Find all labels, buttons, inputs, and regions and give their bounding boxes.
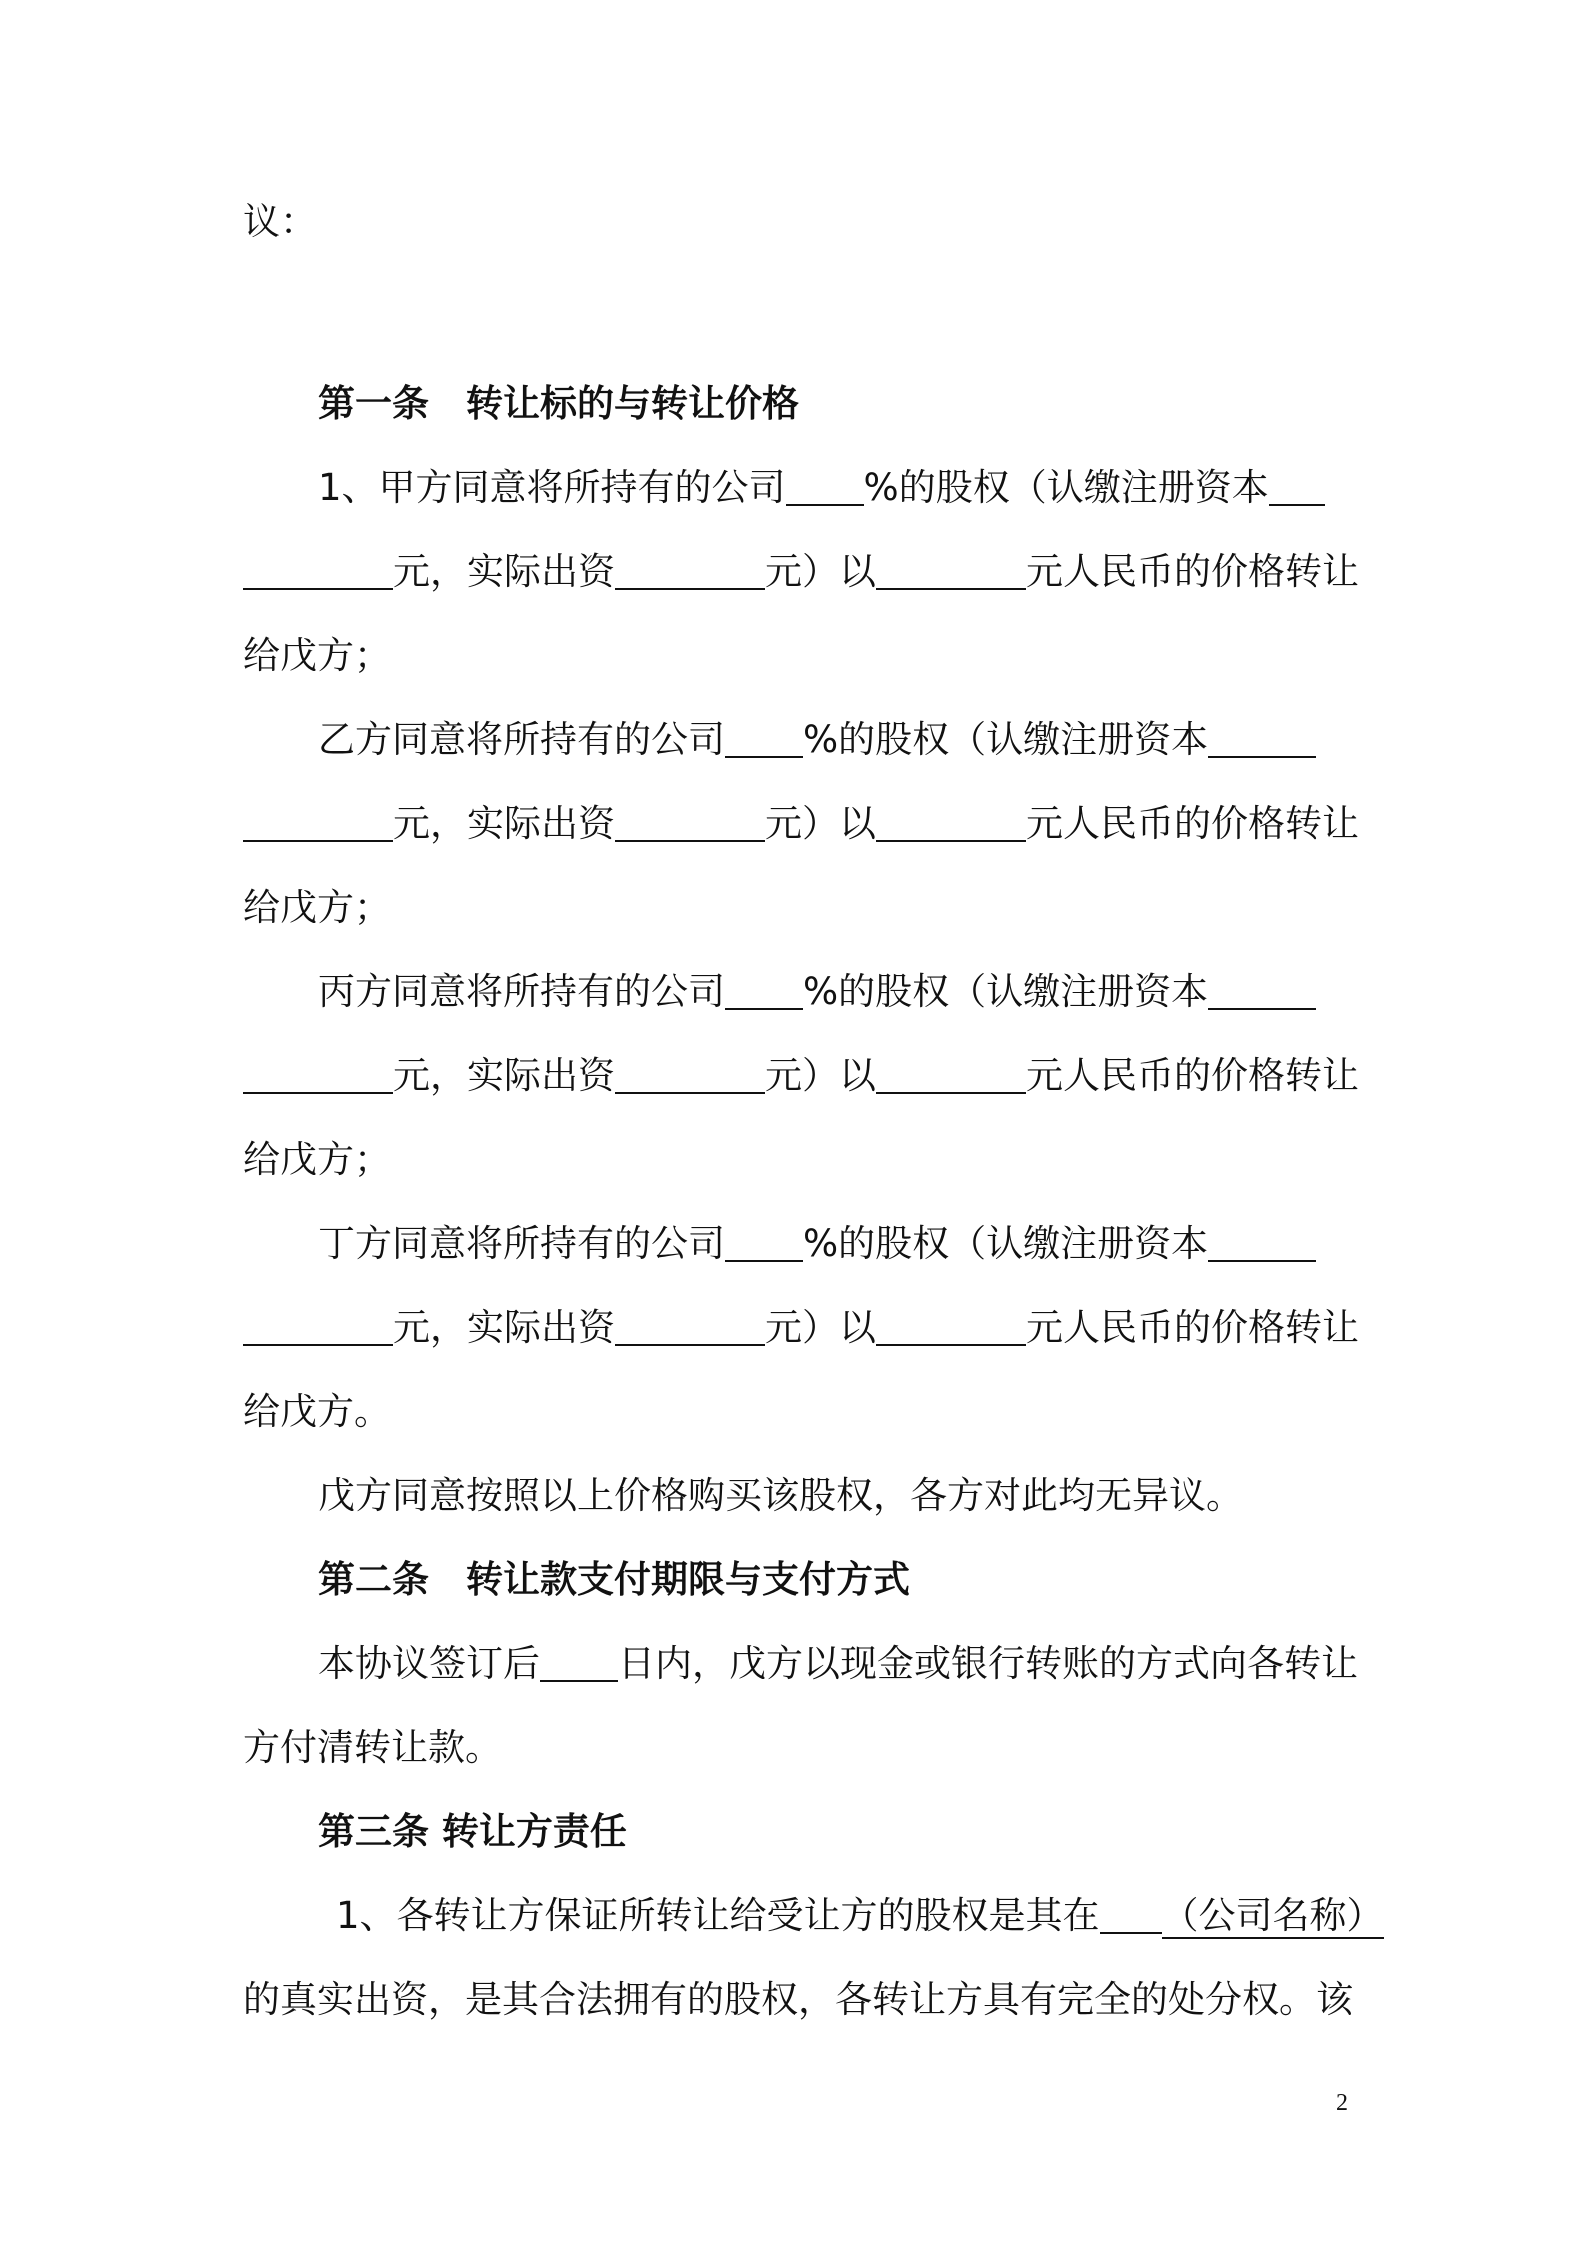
text: 乙方同意将所持有的公司 [318,718,725,761]
blank-field-registered-capital-cont[interactable] [243,1046,393,1094]
article-2-title [0,1550,1586,1610]
company-name-label: （公司名称） [1161,1894,1384,1937]
blank-field-registered-capital-cont[interactable] [243,542,393,590]
heading-text: 第三条 转让方责任 [318,1810,627,1853]
text: 方付清转让款。 [243,1726,502,1769]
party-d-line-1 [0,1214,1586,1274]
text: 丁方同意将所持有的公司 [318,1222,725,1265]
text: 元）以 [765,1306,876,1349]
article-2-line-1 [0,1634,1586,1694]
article-3-line-2 [0,1970,1586,2030]
text: 给戊方； [243,886,391,929]
party-d-line-2 [0,1298,1586,1358]
text: 元）以 [765,550,876,593]
blank-field-registered-capital-cont[interactable] [243,1298,393,1346]
blank-field-paid-capital[interactable] [615,794,765,842]
blank-field-registered-capital[interactable] [1208,962,1316,1010]
party-a-line-1 [0,458,1586,518]
text: 的真实出资，是其合法拥有的股权，各转让方具有完全的处分权。该 [243,1978,1353,2021]
party-a-line-2 [0,542,1586,602]
text: 丙方同意将所持有的公司 [318,970,725,1013]
blank-field-paid-capital[interactable] [615,542,765,590]
party-a-line-3 [0,626,1586,686]
article-3-title [0,1802,1586,1862]
text: %的股权（认缴注册资本 [863,466,1269,509]
text: 元，实际出资 [393,1306,615,1349]
party-b-line-2 [0,794,1586,854]
text: 元人民币的价格转让 [1026,550,1359,593]
text: 戊方同意按照以上价格购买该股权，各方对此均无异议。 [318,1474,1243,1517]
blank-field-registered-capital-cont[interactable] [243,794,393,842]
blank-field-price[interactable] [876,1298,1026,1346]
text: 本协议签订后 [318,1642,540,1685]
text: 元）以 [765,802,876,845]
blank-field-price[interactable] [876,794,1026,842]
article-2-line-2 [0,1718,1586,1778]
blank-field-registered-capital[interactable] [1269,458,1325,506]
blank-field-percent[interactable] [725,710,803,758]
text: 元人民币的价格转让 [1026,1054,1359,1097]
blank-field-paid-capital[interactable] [615,1298,765,1346]
party-c-line-3 [0,1130,1586,1190]
party-b-line-3 [0,878,1586,938]
blank-field-price[interactable] [876,542,1026,590]
text: 日内，戊方以现金或银行转账的方式向各转让 [618,1642,1358,1685]
text: 1、各转让方保证所转让给受让方的股权是其在 [336,1894,1100,1937]
page-number: 2 [1336,2090,1348,2116]
blank-field-company-name[interactable] [1100,1886,1162,1934]
line-continuation [0,192,1586,252]
text: 元，实际出资 [393,1054,615,1097]
party-c-line-2 [0,1046,1586,1106]
text: 给戊方； [243,634,391,677]
blank-field-registered-capital[interactable] [1208,710,1316,758]
text: 元，实际出资 [393,550,615,593]
text: 议： [243,200,317,243]
text: 给戊方。 [243,1390,391,1433]
party-c-line-1 [0,962,1586,1022]
party-d-line-3 [0,1382,1586,1442]
article-3-line-1 [0,1886,1586,1946]
text: 元人民币的价格转让 [1026,802,1359,845]
text: 给戊方； [243,1138,391,1181]
blank-field-percent[interactable] [786,458,864,506]
blank-field-percent[interactable] [725,1214,803,1262]
text: %的股权（认缴注册资本 [803,970,1209,1013]
blank-field-registered-capital[interactable] [1208,1214,1316,1262]
buyer-agreement [0,1466,1586,1526]
blank-field-days[interactable] [540,1634,618,1682]
text: 元，实际出资 [393,802,615,845]
text: 1、甲方同意将所持有的公司 [318,466,786,509]
article-1-title [0,374,1586,434]
heading-text: 第二条 转让款支付期限与支付方式 [318,1558,910,1601]
text: 元人民币的价格转让 [1026,1306,1359,1349]
blank-field-paid-capital[interactable] [615,1046,765,1094]
blank-field-price[interactable] [876,1046,1026,1094]
text: %的股权（认缴注册资本 [803,718,1209,761]
text: %的股权（认缴注册资本 [803,1222,1209,1265]
text: 元）以 [765,1054,876,1097]
blank-field-percent[interactable] [725,962,803,1010]
party-b-line-1 [0,710,1586,770]
heading-text: 第一条 转让标的与转让价格 [318,382,799,425]
